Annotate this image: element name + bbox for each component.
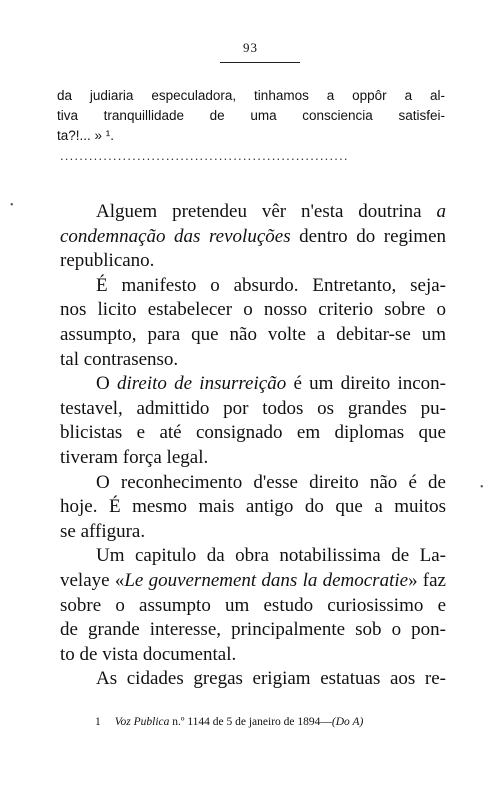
text-line: ta?!... » ¹. [57, 128, 115, 143]
header-rule [220, 62, 300, 63]
text-line: se affigura. [60, 520, 146, 542]
text-line [60, 569, 446, 594]
footnote [95, 716, 455, 728]
margin-speck: • [480, 482, 484, 493]
body-text [60, 200, 446, 692]
text-span: dentro do regimen [290, 225, 446, 247]
dotted-separator: ............................................................ [60, 148, 349, 163]
text-line: de grande interesse, principalmente sob o pon- [60, 619, 446, 641]
text-span: Alguem pretendeu vêr n'esta doutrina [96, 201, 437, 222]
text-line: tal contrasenso. [60, 348, 179, 370]
italic-span: Le gouvernement dans la democratie [124, 569, 409, 591]
margin-speck: • [10, 200, 14, 211]
footnote-attribution: (Do A) [331, 716, 364, 728]
text-line: As cidades gregas erigiam estatuas aos re- [96, 668, 446, 690]
italic-span: condemnação das revoluções [60, 225, 291, 247]
text-line: blicistas e até consignado em diplomas que [60, 422, 446, 444]
text-line: hoje. É mesmo mais antigo do que a muitos [60, 496, 446, 518]
footnote-text: n.º 1144 de 5 de janeiro de 1894— [169, 716, 332, 728]
text-line: testavel, admittido por todos os grandes pu- [60, 397, 446, 419]
text-line: nos licito estabelecer o nosso criterio sobre o [60, 299, 446, 321]
text-line: tiveram força legal. [60, 446, 209, 468]
text-line: republicano. [60, 250, 155, 272]
text-line: Um capitulo da obra notabilissima de La- [96, 545, 446, 567]
text-line: sobre o assumpto um estudo curiosissimo e [60, 594, 446, 616]
text-line: O reconhecimento d'esse direito não é de [96, 471, 446, 493]
text-line [60, 200, 446, 225]
page-number: 93 [243, 40, 258, 55]
text-span: O [96, 373, 117, 395]
footnote-source: Voz Publica [114, 716, 170, 728]
text-line: É manifesto o absurdo. Entretanto, seja- [96, 274, 446, 296]
italic-span: direito de insurreição [116, 373, 287, 395]
text-line [60, 372, 446, 397]
text-line: to de vista documental. [60, 643, 237, 665]
text-line [60, 225, 446, 250]
text-span: é um direito incon- [286, 373, 446, 395]
text-line: tiva tranquillidade de uma consciencia satisfei- [57, 108, 445, 123]
continued-paragraph [57, 86, 445, 146]
text-line: assumpto, para que não volte a debitar-se um [60, 323, 446, 345]
text-span: velaye « [60, 569, 125, 591]
text-span: » faz [408, 569, 446, 591]
footnote-marker: 1 [95, 716, 101, 728]
italic-span: a [436, 201, 446, 222]
text-line: da judiaria especuladora, tinhamos a oppôr a al- [57, 88, 445, 103]
